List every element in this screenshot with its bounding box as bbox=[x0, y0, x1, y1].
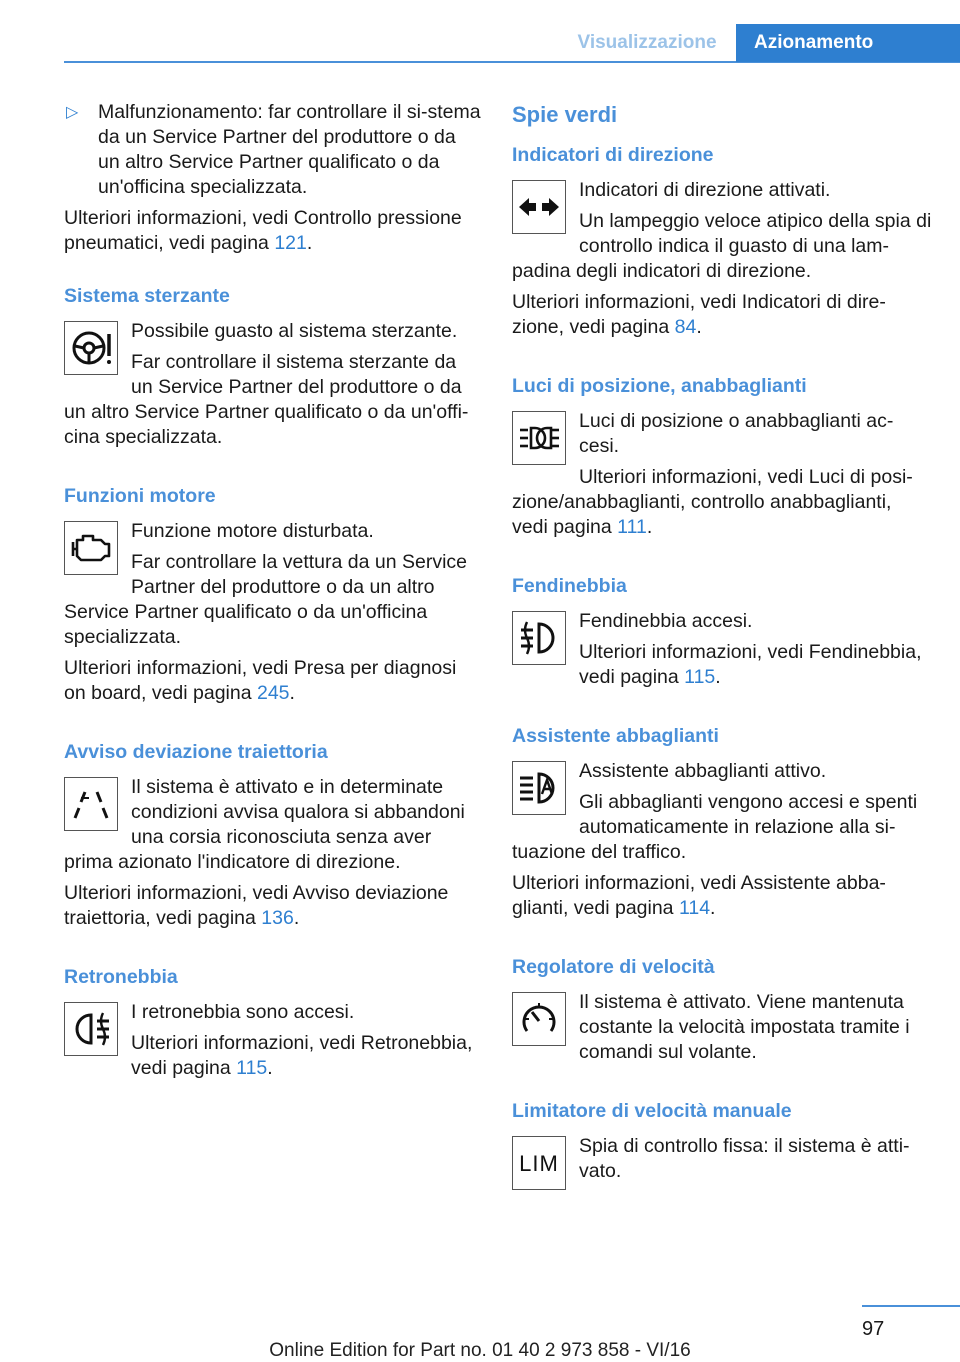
lane-departure-icon bbox=[64, 777, 118, 831]
limiter-title: Limitatore di velocità manuale bbox=[512, 1100, 792, 1122]
limiter-block: LIM Spia di controllo fissa: il sistema è atti-vato. bbox=[512, 1134, 932, 1194]
highbeam-block: Assistente abbaglianti attivo. Gli abbaglianti vengono accesi e spenti automaticamente in relazione alla si-tuazione del traffico. Ulteriori informazioni, vedi Assistente abba-glianti, vedi pagina 114. bbox=[512, 760, 918, 919]
front-fog-icon bbox=[512, 611, 566, 665]
lane-title: Avviso deviazione traiettoria bbox=[64, 741, 328, 763]
tyre-pressure-info: Ulteriori informazioni, vedi Controllo pressione pneumatici, vedi pagina 121. bbox=[64, 207, 462, 254]
page-link-245[interactable]: 245 bbox=[256, 682, 290, 704]
cruise-block: Il sistema è attivato. Viene mantenuta costante la velocità impostata tramite i comandi sul volante. bbox=[512, 990, 932, 1071]
turn-signal-icon bbox=[512, 180, 566, 234]
frontfog-block: Fendinebbia accesi. Ulteriori informazioni, vedi Fendinebbia, vedi pagina 115. bbox=[512, 609, 932, 696]
engine-block: Funzione motore disturbata. Far controllare la vettura da un Service Partner del produttore o da un altro Service Partner qualificato o da un'officina specializzata. Ulteriori informazioni, vedi Presa per diagnosi on board, vedi pagina 245. bbox=[64, 520, 467, 704]
engine-title: Funzioni motore bbox=[64, 485, 216, 507]
triangle-bullet-icon: ▷ bbox=[66, 104, 79, 121]
frontfog-title: Fendinebbia bbox=[512, 575, 627, 597]
cruise-title: Regolatore di velocità bbox=[512, 956, 715, 978]
tab-azionamento[interactable]: Azionamento bbox=[736, 24, 960, 62]
turn-title: Indicatori di direzione bbox=[512, 144, 714, 166]
malfunction-bullet: ▷ Malfunzionamento: far controllare il si-stema da un Service Partner del produttore o da un altro Service Partner qualificato o da un'officina specializzata. bbox=[66, 101, 481, 198]
page-link-84[interactable]: 84 bbox=[674, 316, 697, 338]
page-link-121[interactable]: 121 bbox=[274, 232, 307, 254]
edition-footer: Online Edition for Part no. 01 40 2 973 858 - VI/16 bbox=[269, 1340, 691, 1361]
speed-limiter-icon: LIM bbox=[512, 1136, 566, 1190]
page-link-115-rear[interactable]: 115 bbox=[236, 1057, 268, 1079]
high-beam-assist-icon bbox=[512, 761, 566, 815]
turn-block: Indicatori di direzione attivati. Un lampeggio veloce atipico della spia di controllo indica il guasto di una lam-padina degli indicatori di direzione. Ulteriori informazioni, vedi Indicatori di dire-zione, vedi pagina 84. bbox=[512, 179, 932, 338]
lowbeam-block: Luci di posizione o anabbaglianti ac-cesi. Ulteriori informazioni, vedi Luci di posi-zione/anabbaglianti, controllo anabbaglianti, vedi pagina 111. bbox=[512, 410, 913, 538]
lane-block: Il sistema è attivato e in determinate condizioni avvisa qualora si abbandoni una corsia riconosciuta senza aver prima azionato l'indicatore di direzione. Ulteriori informazioni, vedi Avviso deviazione traiettoria, vedi pagina 136. bbox=[64, 776, 465, 929]
cruise-control-icon bbox=[512, 992, 566, 1046]
page-link-115-front[interactable]: 115 bbox=[684, 666, 716, 688]
right-column bbox=[512, 100, 932, 1194]
rear-fog-icon bbox=[64, 1002, 118, 1056]
page-link-111[interactable]: 111 bbox=[617, 516, 647, 538]
page-number: 97 bbox=[862, 1318, 885, 1340]
parking-lights-icon bbox=[512, 411, 566, 465]
lowbeam-title: Luci di posizione, anabbaglianti bbox=[512, 375, 807, 397]
tab-visualizzazione[interactable]: Visualizzazione bbox=[577, 32, 717, 53]
steering-title: Sistema sterzante bbox=[64, 285, 230, 307]
green-lights-title: Spie verdi bbox=[512, 102, 618, 127]
page-link-136[interactable]: 136 bbox=[261, 907, 294, 929]
page-number-rule bbox=[862, 1305, 960, 1307]
left-column bbox=[64, 100, 482, 1087]
rearfog-title: Retronebbia bbox=[64, 966, 178, 988]
page-link-114[interactable]: 114 bbox=[678, 897, 711, 919]
steering-warning-icon bbox=[64, 321, 118, 375]
engine-icon bbox=[64, 521, 118, 575]
steering-block: Possibile guasto al sistema sterzante. Far controllare il sistema sterzante da un Service Partner del produttore o da un altro Service Partner qualificato o da un'offi-cina specializzata. bbox=[64, 320, 469, 448]
rearfog-block: I retronebbia sono accesi. Ulteriori informazioni, vedi Retronebbia, vedi pagina 115. bbox=[64, 1000, 482, 1087]
highbeam-title: Assistente abbaglianti bbox=[512, 725, 719, 747]
